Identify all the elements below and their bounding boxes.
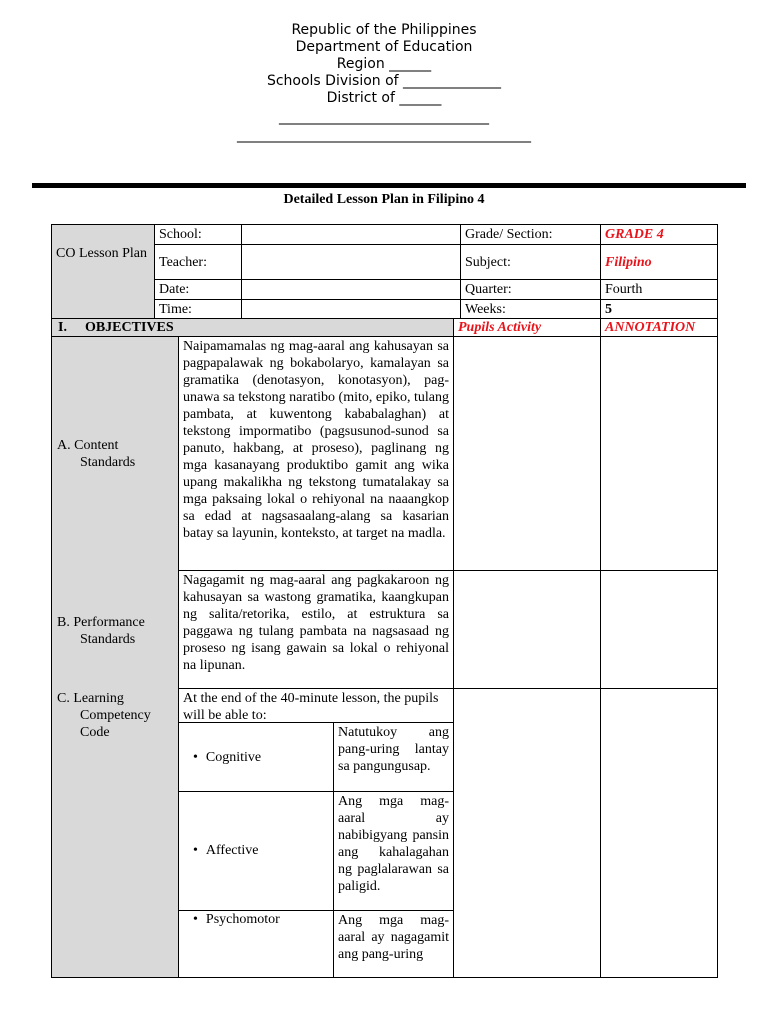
grade-section-label: Grade/ Section: <box>460 224 601 245</box>
pupils-activity-heading: Pupils Activity <box>453 318 601 337</box>
affective-text: Ang mga mag-aaral ay nabibigyang pansin ang kahalagahan ng paglalarawan sa paligid. <box>333 791 454 911</box>
performance-standards-text: Nagagamit ng mag-aaral ang pagkakaroon ng kahusayan sa wastong gramatika, kaangkupan ng salita/retorika, estilo, at estruktura sa paggawa ng tulang pambata na nagsasaad ng proseso ng isang gawain sa lokal o rehiyonal na lipunan. <box>178 570 454 689</box>
header-line-department: Department of Education <box>295 39 473 55</box>
header-divider <box>32 183 746 188</box>
content-standards-label: A. Content Standards <box>57 438 136 470</box>
annotation-heading: ANNOTATION <box>600 318 718 337</box>
header-line-blank-1: ______________________________ <box>279 109 489 125</box>
subject-label: Subject: <box>460 244 601 280</box>
school-field[interactable] <box>241 224 461 245</box>
affective-label-cell <box>178 791 334 911</box>
affective-label: • Affective <box>183 843 259 858</box>
weeks-value: 5 <box>600 299 718 319</box>
objectives-heading <box>51 318 454 337</box>
header-line-blank-2: __________________________________________ <box>237 127 531 143</box>
psychomotor-label: • Psychomotor <box>183 912 280 927</box>
objectives-number: I. <box>58 320 67 335</box>
learning-competency-annotation[interactable] <box>600 688 718 978</box>
cognitive-text: Natutukoy ang pang-uring lantay sa pangungusap. <box>333 722 454 792</box>
cognitive-label-cell <box>178 722 334 792</box>
teacher-label: Teacher: <box>154 244 242 280</box>
psychomotor-text: Ang mga mag-aaral ay nagagamit ang pang-uring <box>333 910 454 978</box>
header-line-district: District of ______ <box>326 90 442 106</box>
page-title: Detailed Lesson Plan in Filipino 4 <box>283 192 485 207</box>
header-line-division: Schools Division of ______________ <box>266 73 502 89</box>
content-standards-text: Naipamamalas ng mag-aaral ang kahusayan sa pagpapalawak ng bokabolaryo, kamalayan sa gramatika (denotasyon, konotasyon), pag-unawa sa tekstong naratibo (mito, epiko, tulang pambata, at kuwentong kababalaghan) at tekstong impormatibo (pagsusunod-sunod sa panuto, hakbang, at proseso), paglinang ng mga kasanayang produktibo gamit ang wika upang makalikha ng tekstong tumatalakay sa mga paksaing lokal o rehiyonal na naaangkop sa edad at nagsasaalang-alang sa kasarian batay sa layunin, konteksto, at target na madla. <box>178 336 454 571</box>
content-standards-pupils-activity[interactable] <box>453 336 601 571</box>
content-standards-annotation[interactable] <box>600 336 718 571</box>
teacher-field[interactable] <box>241 244 461 280</box>
quarter-label: Quarter: <box>460 279 601 300</box>
time-field[interactable] <box>241 299 461 319</box>
performance-standards-annotation[interactable] <box>600 570 718 689</box>
cognitive-label: • Cognitive <box>183 750 261 765</box>
time-label: Time: <box>154 299 242 319</box>
quarter-value: Fourth <box>600 279 718 300</box>
subject-value: Filipino <box>600 244 718 280</box>
date-field[interactable] <box>241 279 461 300</box>
grade-section-value: GRADE 4 <box>600 224 718 245</box>
header-line-republic: Republic of the Philippines <box>291 22 477 38</box>
objectives-label-column <box>51 336 179 978</box>
performance-standards-label: B. Performance Standards <box>57 615 145 647</box>
co-lesson-plan-label: CO Lesson Plan <box>51 224 155 319</box>
learning-competency-intro: At the end of the 40-minute lesson, the pupils will be able to: <box>183 691 439 723</box>
learning-competency-pupils-activity[interactable] <box>453 688 601 978</box>
school-label: School: <box>154 224 242 245</box>
learning-competency-label: C. Learning Competency Code <box>57 691 151 740</box>
weeks-label: Weeks: <box>460 299 601 319</box>
header-line-region: Region ______ <box>336 56 432 72</box>
performance-standards-pupils-activity[interactable] <box>453 570 601 689</box>
date-label: Date: <box>154 279 242 300</box>
psychomotor-label-cell <box>178 910 334 978</box>
objectives-title: OBJECTIVES <box>84 320 174 335</box>
